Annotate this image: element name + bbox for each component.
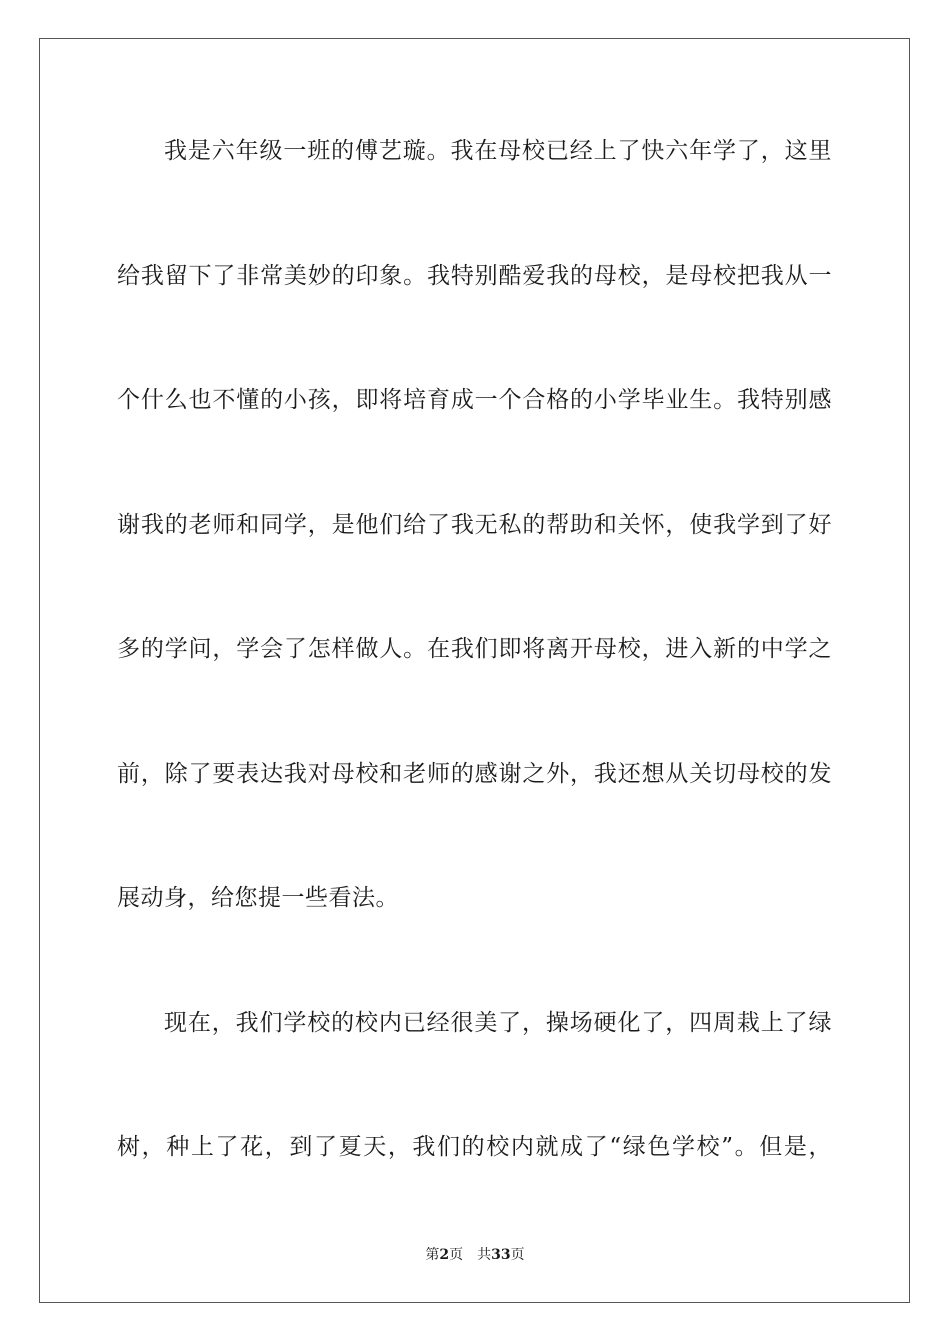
page-number: 2	[439, 1247, 450, 1263]
paragraph-1-line-2: 给我留下了非常美妙的印象。我特别酷爱我的母校，是母校把我从一	[117, 263, 832, 289]
paragraph-2-line-1: 现在，我们学校的校内已经很美了，操场硬化了，四周栽上了绿	[164, 1010, 832, 1036]
paragraph-1-line-6: 前，除了要表达我对母校和老师的感谢之外，我还想从关切母校的发	[117, 761, 832, 787]
paragraph-1-line-1: 我是六年级一班的傅艺璇。我在母校已经上了快六年学了，这里	[164, 138, 832, 164]
paragraph-1-line-4: 谢我的老师和同学，是他们给了我无私的帮助和关怀，使我学到了好	[117, 512, 832, 538]
paragraph-1-line-3: 个什么也不懂的小孩，即将培育成一个合格的小学毕业生。我特别感	[117, 387, 832, 413]
page-footer	[0, 1246, 950, 1264]
paragraph-1-line-7: 展动身，给您提一些看法。	[117, 885, 399, 911]
page-border	[39, 38, 910, 1303]
paragraph-1-line-5: 多的学问，学会了怎样做人。在我们即将离开母校，进入新的中学之	[117, 636, 832, 662]
page-label: 第2页	[425, 1247, 464, 1263]
total-pages-label: 共33页	[477, 1247, 525, 1263]
paragraph-2-line-2: 树，种上了花，到了夏天，我们的校内就成了“绿色学校”。但是，	[117, 1134, 832, 1160]
total-pages: 33	[491, 1247, 511, 1263]
